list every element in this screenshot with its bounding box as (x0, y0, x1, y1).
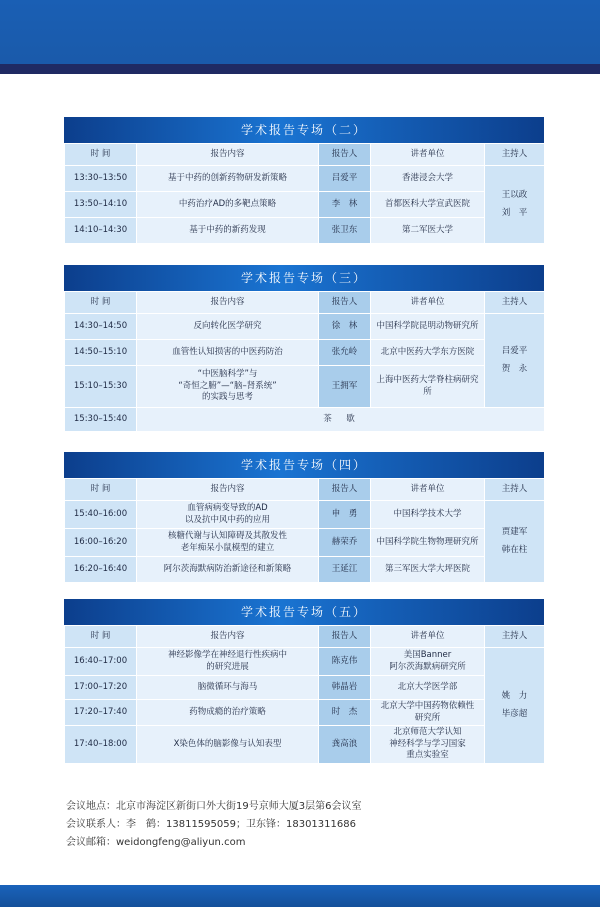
table-row (65, 501, 545, 529)
header-band (0, 0, 600, 64)
col-org-header: 讲者单位 (371, 144, 485, 166)
speaker-cell: 王延江 (319, 557, 371, 583)
org-cell: 北京大学医学部 (371, 676, 485, 700)
col-topic-header: 报告内容 (137, 292, 319, 314)
host-cell: 姚 力 毕彦超 (485, 648, 545, 764)
org-cell: 北京大学中国药物依赖性 研究所 (371, 700, 485, 726)
col-host-header: 主持人 (485, 292, 545, 314)
session-title: 学术报告专场（三） (64, 265, 544, 291)
org-cell: 香港浸会大学 (371, 166, 485, 192)
col-org-header: 讲者单位 (371, 626, 485, 648)
time-cell: 15:30–15:40 (65, 408, 137, 432)
topic-cell: 中药治疗AD的多靶点策略 (137, 192, 319, 218)
org-cell: 中国科学院生物物理研究所 (371, 529, 485, 557)
col-host-header: 主持人 (485, 479, 545, 501)
topic-cell: X染色体的脑影像与认知表型 (137, 726, 319, 764)
speaker-cell: 时 杰 (319, 700, 371, 726)
speaker-cell: 李 林 (319, 192, 371, 218)
table-row (65, 218, 545, 244)
header-stripe (0, 64, 600, 74)
table-row (65, 676, 545, 700)
host-cell: 吕爱平 贺 永 (485, 314, 545, 408)
email-text: 会议邮箱：weidongfeng@aliyun.com (66, 837, 246, 848)
topic-cell: 反向转化医学研究 (137, 314, 319, 340)
col-topic-header: 报告内容 (137, 144, 319, 166)
col-org-header: 讲者单位 (371, 292, 485, 314)
org-cell: 中国科学院昆明动物研究所 (371, 314, 485, 340)
time-cell: 14:50–15:10 (65, 340, 137, 366)
col-speaker-header: 报告人 (319, 144, 371, 166)
table-row (65, 700, 545, 726)
table-header-row (65, 626, 545, 648)
org-cell: 中国科学技术大学 (371, 501, 485, 529)
table-row (65, 726, 545, 764)
org-cell: 北京师范大学认知 神经科学与学习国家 重点实验室 (371, 726, 485, 764)
topic-cell: “中医脑科学”与 “奇恒之腑”—“脑–肾系统” 的实践与思考 (137, 366, 319, 408)
org-cell: 第三军医大学大坪医院 (371, 557, 485, 583)
speaker-cell: 赫荣乔 (319, 529, 371, 557)
session-3 (64, 265, 544, 432)
time-cell: 14:30–14:50 (65, 314, 137, 340)
topic-cell: 神经影像学在神经退行性疾病中 的研究进展 (137, 648, 319, 676)
col-host-header: 主持人 (485, 144, 545, 166)
host-cell: 贾建军 韩在柱 (485, 501, 545, 583)
speaker-cell: 张卫东 (319, 218, 371, 244)
time-cell: 14:10–14:30 (65, 218, 137, 244)
table-row (65, 648, 545, 676)
time-cell: 17:00–17:20 (65, 676, 137, 700)
topic-cell: 血管性认知损害的中医药防治 (137, 340, 319, 366)
session-title: 学术报告专场（五） (64, 599, 544, 625)
session-4 (64, 452, 544, 583)
meeting-info (66, 798, 361, 852)
venue-text: 会议地点：北京市海淀区新街口外大街19号京师大厦3层第6会议室 (66, 801, 362, 812)
schedule-table (64, 143, 545, 244)
speaker-cell: 徐 林 (319, 314, 371, 340)
speaker-cell: 陈克伟 (319, 648, 371, 676)
col-speaker-header: 报告人 (319, 479, 371, 501)
time-cell: 17:40–18:00 (65, 726, 137, 764)
table-header-row (65, 292, 545, 314)
footer-band (0, 885, 600, 907)
table-row (65, 366, 545, 408)
col-topic-header: 报告内容 (137, 626, 319, 648)
time-cell: 13:30–13:50 (65, 166, 137, 192)
speaker-cell: 王拥军 (319, 366, 371, 408)
table-row (65, 529, 545, 557)
col-topic-header: 报告内容 (137, 479, 319, 501)
schedule-table (64, 478, 545, 583)
topic-cell: 阿尔茨海默病防治新途径和新策略 (137, 557, 319, 583)
col-speaker-header: 报告人 (319, 626, 371, 648)
time-cell: 17:20–17:40 (65, 700, 137, 726)
speaker-cell: 龚高浪 (319, 726, 371, 764)
session-title: 学术报告专场（二） (64, 117, 544, 143)
session-2 (64, 117, 544, 244)
col-time-header: 时 间 (65, 479, 137, 501)
session-5 (64, 599, 544, 764)
table-row (65, 314, 545, 340)
tea-break-label: 茶 歇 (137, 408, 545, 432)
speaker-cell: 张允岭 (319, 340, 371, 366)
session-title: 学术报告专场（四） (64, 452, 544, 478)
break-row (65, 408, 545, 432)
time-cell: 13:50–14:10 (65, 192, 137, 218)
table-row (65, 192, 545, 218)
topic-cell: 血管病病变导致的AD 以及抗中风中药的应用 (137, 501, 319, 529)
schedule-table (64, 625, 545, 764)
col-time-header: 时 间 (65, 626, 137, 648)
org-cell: 上海中医药大学脊柱病研究所 (371, 366, 485, 408)
org-cell: 首都医科大学宣武医院 (371, 192, 485, 218)
topic-cell: 核糖代谢与认知障碍及其散发性 老年痴呆小鼠模型的建立 (137, 529, 319, 557)
topic-cell: 基于中药的创新药物研发新策略 (137, 166, 319, 192)
col-host-header: 主持人 (485, 626, 545, 648)
host-cell: 王以政 刘 平 (485, 166, 545, 244)
org-cell: 北京中医药大学东方医院 (371, 340, 485, 366)
topic-cell: 基于中药的新药发现 (137, 218, 319, 244)
table-header-row (65, 479, 545, 501)
contacts-text: 会议联系人：李 鹤：13811595059；卫东锋：18301311686 (66, 819, 356, 830)
col-speaker-header: 报告人 (319, 292, 371, 314)
time-cell: 16:00–16:20 (65, 529, 137, 557)
time-cell: 15:10–15:30 (65, 366, 137, 408)
speaker-cell: 韩晶岩 (319, 676, 371, 700)
schedule-table (64, 291, 545, 432)
table-row (65, 340, 545, 366)
speaker-cell: 申 勇 (319, 501, 371, 529)
org-cell: 第二军医大学 (371, 218, 485, 244)
col-time-header: 时 间 (65, 144, 137, 166)
time-cell: 16:40–17:00 (65, 648, 137, 676)
col-org-header: 讲者单位 (371, 479, 485, 501)
topic-cell: 脑微循环与海马 (137, 676, 319, 700)
table-row (65, 557, 545, 583)
org-cell: 美国Banner 阿尔茨海默病研究所 (371, 648, 485, 676)
time-cell: 16:20–16:40 (65, 557, 137, 583)
table-header-row (65, 144, 545, 166)
speaker-cell: 吕爱平 (319, 166, 371, 192)
time-cell: 15:40–16:00 (65, 501, 137, 529)
table-row (65, 166, 545, 192)
topic-cell: 药物成瘾的治疗策略 (137, 700, 319, 726)
col-time-header: 时 间 (65, 292, 137, 314)
